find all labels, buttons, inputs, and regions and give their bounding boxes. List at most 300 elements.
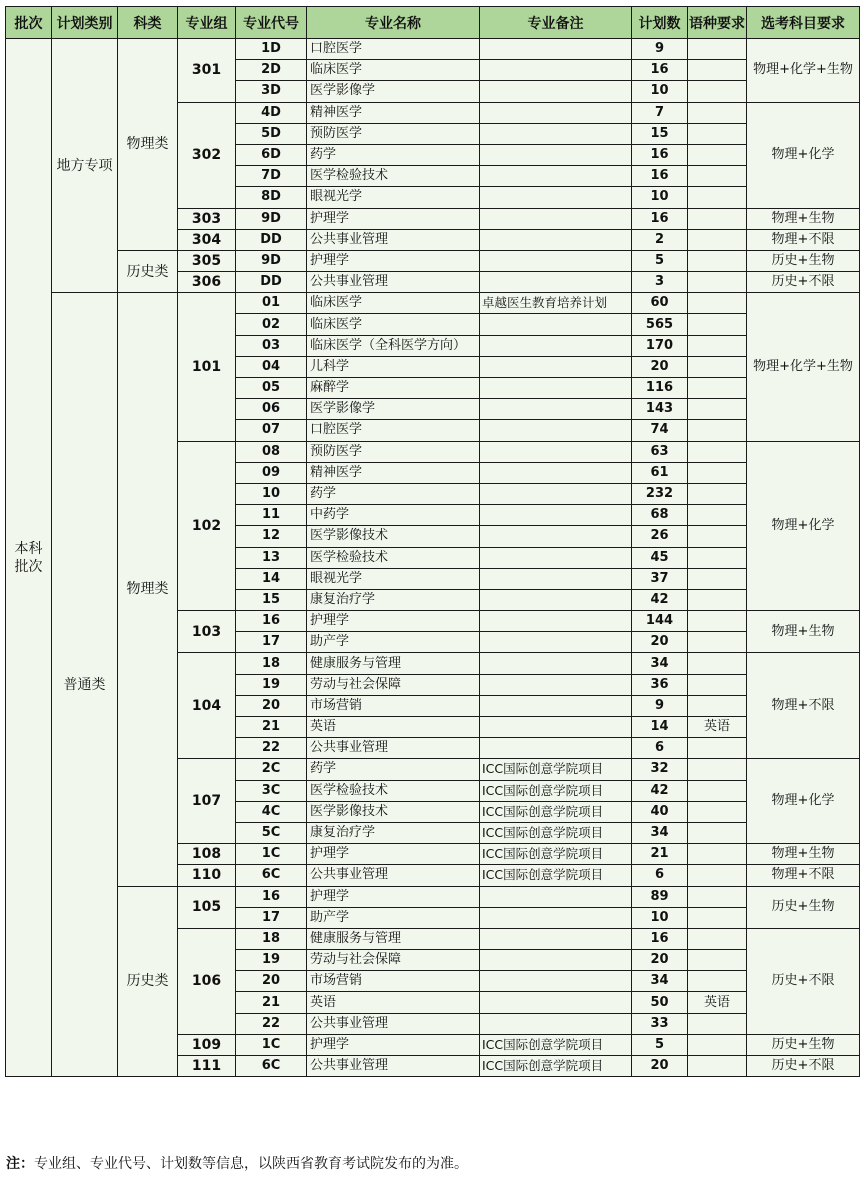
major-name-cell: 临床医学 — [307, 314, 480, 335]
major-note-cell — [480, 166, 632, 187]
language-req-cell — [688, 462, 747, 483]
language-req-cell — [688, 928, 747, 949]
header-major-code: 专业代号 — [236, 7, 307, 39]
subject-req-cell: 历史+生物 — [747, 250, 860, 271]
major-code-cell: 1C — [236, 1034, 307, 1055]
language-req-cell — [688, 123, 747, 144]
language-req-cell — [688, 250, 747, 271]
major-note-cell — [480, 950, 632, 971]
major-note-cell: ICC国际创意学院项目 — [480, 822, 632, 843]
major-note-cell — [480, 356, 632, 377]
plan-count-cell: 144 — [632, 611, 688, 632]
plan-count-cell: 2 — [632, 229, 688, 250]
major-note-cell — [480, 272, 632, 293]
subject-type-cell: 物理类 — [118, 293, 178, 886]
footnote — [6, 1153, 468, 1173]
major-note-cell — [480, 39, 632, 60]
major-note-cell — [480, 229, 632, 250]
major-name-cell: 公共事业管理 — [307, 1013, 480, 1034]
language-req-cell — [688, 420, 747, 441]
language-req-cell — [688, 166, 747, 187]
major-code-cell: 15 — [236, 589, 307, 610]
major-code-cell: 22 — [236, 738, 307, 759]
major-code-cell: DD — [236, 272, 307, 293]
batch-line-1: 本科 — [14, 540, 43, 557]
plan-count-cell: 9 — [632, 695, 688, 716]
major-code-cell: 9D — [236, 208, 307, 229]
major-code-cell: 13 — [236, 547, 307, 568]
major-name-cell: 医学检验技术 — [307, 166, 480, 187]
major-name-cell: 护理学 — [307, 208, 480, 229]
language-req-cell: 英语 — [688, 717, 747, 738]
major-group-cell: 306 — [178, 272, 236, 293]
major-group-cell: 103 — [178, 611, 236, 653]
language-req-cell — [688, 505, 747, 526]
header-subject-type: 科类 — [118, 7, 178, 39]
major-group-cell: 106 — [178, 928, 236, 1034]
major-note-cell — [480, 907, 632, 928]
language-req-cell — [688, 335, 747, 356]
subject-req-cell: 物理+不限 — [747, 865, 860, 886]
major-code-cell: 22 — [236, 1013, 307, 1034]
plan-count-cell: 116 — [632, 378, 688, 399]
language-req-cell — [688, 844, 747, 865]
header-major-note: 专业备注 — [480, 7, 632, 39]
major-name-cell: 临床医学（全科医学方向） — [307, 335, 480, 356]
plan-count-cell: 16 — [632, 166, 688, 187]
language-req-cell — [688, 208, 747, 229]
major-name-cell: 医学影像学 — [307, 81, 480, 102]
major-note-cell — [480, 653, 632, 674]
table-body — [6, 39, 860, 1077]
major-code-cell: 7D — [236, 166, 307, 187]
major-code-cell: 21 — [236, 992, 307, 1013]
major-note-cell — [480, 674, 632, 695]
major-name-cell: 劳动与社会保障 — [307, 674, 480, 695]
major-code-cell: DD — [236, 229, 307, 250]
language-req-cell — [688, 822, 747, 843]
major-name-cell: 中药学 — [307, 505, 480, 526]
major-code-cell: 12 — [236, 526, 307, 547]
header-batch: 批次 — [6, 7, 52, 39]
plan-count-cell: 74 — [632, 420, 688, 441]
major-note-cell — [480, 886, 632, 907]
subject-req-cell: 历史+不限 — [747, 1056, 860, 1077]
subject-req-cell: 物理+生物 — [747, 611, 860, 653]
major-group-cell: 110 — [178, 865, 236, 886]
language-req-cell — [688, 356, 747, 377]
major-group-cell: 109 — [178, 1034, 236, 1055]
language-req-cell — [688, 801, 747, 822]
plan-category-cell: 地方专项 — [52, 39, 118, 293]
plan-count-cell: 50 — [632, 992, 688, 1013]
language-req-cell — [688, 568, 747, 589]
language-req-cell — [688, 674, 747, 695]
plan-count-cell: 20 — [632, 1056, 688, 1077]
major-note-cell — [480, 60, 632, 81]
major-name-cell: 公共事业管理 — [307, 738, 480, 759]
major-group-cell: 302 — [178, 102, 236, 208]
major-code-cell: 1D — [236, 39, 307, 60]
major-note-cell — [480, 611, 632, 632]
major-code-cell: 07 — [236, 420, 307, 441]
major-group-cell: 304 — [178, 229, 236, 250]
major-code-cell: 19 — [236, 674, 307, 695]
major-code-cell: 21 — [236, 717, 307, 738]
header-major-name: 专业名称 — [307, 7, 480, 39]
major-code-cell: 11 — [236, 505, 307, 526]
language-req-cell — [688, 653, 747, 674]
major-name-cell: 康复治疗学 — [307, 822, 480, 843]
major-group-cell: 105 — [178, 886, 236, 928]
table-row — [6, 886, 860, 907]
major-code-cell: 1C — [236, 844, 307, 865]
major-code-cell: 17 — [236, 907, 307, 928]
subject-req-cell: 物理+化学 — [747, 759, 860, 844]
major-code-cell: 6C — [236, 865, 307, 886]
language-req-cell — [688, 865, 747, 886]
major-name-cell: 预防医学 — [307, 123, 480, 144]
language-req-cell — [688, 187, 747, 208]
language-req-cell — [688, 272, 747, 293]
plan-count-cell: 16 — [632, 928, 688, 949]
plan-count-cell: 89 — [632, 886, 688, 907]
major-note-cell — [480, 992, 632, 1013]
major-name-cell: 英语 — [307, 717, 480, 738]
language-req-cell — [688, 60, 747, 81]
major-code-cell: 18 — [236, 653, 307, 674]
major-note-cell — [480, 81, 632, 102]
major-name-cell: 药学 — [307, 144, 480, 165]
major-note-cell — [480, 589, 632, 610]
major-note-cell — [480, 717, 632, 738]
major-name-cell: 临床医学 — [307, 293, 480, 314]
language-req-cell — [688, 102, 747, 123]
major-note-cell — [480, 971, 632, 992]
major-code-cell: 10 — [236, 483, 307, 504]
major-code-cell: 01 — [236, 293, 307, 314]
major-code-cell: 4C — [236, 801, 307, 822]
major-note-cell: ICC国际创意学院项目 — [480, 1034, 632, 1055]
language-req-cell — [688, 1056, 747, 1077]
major-note-cell — [480, 526, 632, 547]
plan-count-cell: 6 — [632, 865, 688, 886]
major-note-cell — [480, 632, 632, 653]
major-code-cell: 20 — [236, 971, 307, 992]
plan-count-cell: 15 — [632, 123, 688, 144]
plan-count-cell: 232 — [632, 483, 688, 504]
major-group-cell: 301 — [178, 39, 236, 103]
major-code-cell: 14 — [236, 568, 307, 589]
plan-count-cell: 16 — [632, 144, 688, 165]
language-req-cell — [688, 1013, 747, 1034]
plan-count-cell: 45 — [632, 547, 688, 568]
language-req-cell — [688, 1034, 747, 1055]
language-req-cell — [688, 293, 747, 314]
plan-count-cell: 20 — [632, 632, 688, 653]
language-req-cell — [688, 695, 747, 716]
major-code-cell: 04 — [236, 356, 307, 377]
plan-count-cell: 21 — [632, 844, 688, 865]
admission-plan-table-wrapper — [5, 6, 859, 1077]
language-req-cell — [688, 886, 747, 907]
major-note-cell: ICC国际创意学院项目 — [480, 780, 632, 801]
major-code-cell: 17 — [236, 632, 307, 653]
language-req-cell — [688, 314, 747, 335]
major-code-cell: 09 — [236, 462, 307, 483]
major-name-cell: 护理学 — [307, 844, 480, 865]
plan-category-cell: 普通类 — [52, 293, 118, 1077]
language-req-cell — [688, 441, 747, 462]
major-note-cell: ICC国际创意学院项目 — [480, 844, 632, 865]
major-name-cell: 精神医学 — [307, 462, 480, 483]
plan-count-cell: 5 — [632, 1034, 688, 1055]
major-code-cell: 08 — [236, 441, 307, 462]
major-code-cell: 3D — [236, 81, 307, 102]
major-name-cell: 公共事业管理 — [307, 1056, 480, 1077]
major-name-cell: 医学影像技术 — [307, 526, 480, 547]
major-name-cell: 医学影像技术 — [307, 801, 480, 822]
major-note-cell — [480, 102, 632, 123]
subject-req-cell: 历史+生物 — [747, 886, 860, 928]
major-name-cell: 医学影像学 — [307, 399, 480, 420]
plan-count-cell: 3 — [632, 272, 688, 293]
major-code-cell: 18 — [236, 928, 307, 949]
table-row — [6, 250, 860, 271]
major-name-cell: 护理学 — [307, 611, 480, 632]
plan-count-cell: 40 — [632, 801, 688, 822]
plan-count-cell: 143 — [632, 399, 688, 420]
major-name-cell: 精神医学 — [307, 102, 480, 123]
major-code-cell: 06 — [236, 399, 307, 420]
major-name-cell: 康复治疗学 — [307, 589, 480, 610]
major-name-cell: 英语 — [307, 992, 480, 1013]
plan-count-cell: 63 — [632, 441, 688, 462]
major-note-cell — [480, 123, 632, 144]
major-code-cell: 2D — [236, 60, 307, 81]
major-code-cell: 6C — [236, 1056, 307, 1077]
major-name-cell: 药学 — [307, 759, 480, 780]
plan-count-cell: 34 — [632, 971, 688, 992]
header-language-req: 语种要求 — [688, 7, 747, 39]
major-note-cell — [480, 378, 632, 399]
major-code-cell: 05 — [236, 378, 307, 399]
major-group-cell: 305 — [178, 250, 236, 271]
header-subject-req: 选考科目要求 — [747, 7, 860, 39]
subject-req-cell: 物理+不限 — [747, 229, 860, 250]
plan-count-cell: 170 — [632, 335, 688, 356]
major-code-cell: 2C — [236, 759, 307, 780]
plan-count-cell: 61 — [632, 462, 688, 483]
major-code-cell: 16 — [236, 886, 307, 907]
language-req-cell — [688, 907, 747, 928]
plan-count-cell: 68 — [632, 505, 688, 526]
language-req-cell — [688, 950, 747, 971]
plan-count-cell: 565 — [632, 314, 688, 335]
major-code-cell: 5C — [236, 822, 307, 843]
table-row — [6, 293, 860, 314]
language-req-cell — [688, 144, 747, 165]
major-group-cell: 102 — [178, 441, 236, 611]
major-group-cell: 303 — [178, 208, 236, 229]
major-name-cell: 临床医学 — [307, 60, 480, 81]
header-plan-category: 计划类别 — [52, 7, 118, 39]
major-group-cell: 108 — [178, 844, 236, 865]
major-note-cell — [480, 208, 632, 229]
language-req-cell — [688, 526, 747, 547]
major-note-cell — [480, 928, 632, 949]
major-name-cell: 健康服务与管理 — [307, 928, 480, 949]
table-row — [6, 39, 860, 60]
major-name-cell: 口腔医学 — [307, 39, 480, 60]
major-code-cell: 6D — [236, 144, 307, 165]
major-name-cell: 公共事业管理 — [307, 229, 480, 250]
plan-count-cell: 16 — [632, 208, 688, 229]
major-note-cell — [480, 250, 632, 271]
subject-req-cell: 历史+不限 — [747, 272, 860, 293]
major-group-cell: 104 — [178, 653, 236, 759]
major-group-cell: 111 — [178, 1056, 236, 1077]
major-note-cell — [480, 505, 632, 526]
major-group-cell: 107 — [178, 759, 236, 844]
major-name-cell: 护理学 — [307, 886, 480, 907]
major-name-cell: 麻醉学 — [307, 378, 480, 399]
subject-req-cell: 物理+不限 — [747, 653, 860, 759]
major-note-cell — [480, 314, 632, 335]
major-name-cell: 预防医学 — [307, 441, 480, 462]
major-note-cell — [480, 462, 632, 483]
batch-line-2: 批次 — [14, 558, 43, 575]
major-group-cell: 101 — [178, 293, 236, 441]
language-req-cell — [688, 632, 747, 653]
major-note-cell — [480, 568, 632, 589]
major-name-cell: 公共事业管理 — [307, 865, 480, 886]
major-note-cell — [480, 420, 632, 441]
language-req-cell: 英语 — [688, 992, 747, 1013]
major-name-cell: 助产学 — [307, 907, 480, 928]
major-name-cell: 医学检验技术 — [307, 547, 480, 568]
language-req-cell — [688, 780, 747, 801]
language-req-cell — [688, 378, 747, 399]
major-name-cell: 口腔医学 — [307, 420, 480, 441]
major-code-cell: 3C — [236, 780, 307, 801]
language-req-cell — [688, 759, 747, 780]
major-name-cell: 公共事业管理 — [307, 272, 480, 293]
major-note-cell: ICC国际创意学院项目 — [480, 759, 632, 780]
plan-count-cell: 26 — [632, 526, 688, 547]
language-req-cell — [688, 971, 747, 992]
batch-cell — [6, 39, 52, 1077]
major-code-cell: 5D — [236, 123, 307, 144]
plan-count-cell: 42 — [632, 589, 688, 610]
major-code-cell: 02 — [236, 314, 307, 335]
subject-req-cell: 物理+化学 — [747, 441, 860, 611]
major-code-cell: 19 — [236, 950, 307, 971]
plan-count-cell: 5 — [632, 250, 688, 271]
language-req-cell — [688, 39, 747, 60]
subject-type-cell: 物理类 — [118, 39, 178, 251]
major-name-cell: 护理学 — [307, 250, 480, 271]
plan-count-cell: 34 — [632, 653, 688, 674]
major-name-cell: 儿科学 — [307, 356, 480, 377]
major-name-cell: 劳动与社会保障 — [307, 950, 480, 971]
plan-count-cell: 37 — [632, 568, 688, 589]
subject-req-cell: 物理+化学+生物 — [747, 293, 860, 441]
major-name-cell: 医学检验技术 — [307, 780, 480, 801]
major-note-cell — [480, 695, 632, 716]
major-note-cell — [480, 483, 632, 504]
language-req-cell — [688, 547, 747, 568]
major-note-cell — [480, 144, 632, 165]
major-name-cell: 助产学 — [307, 632, 480, 653]
major-name-cell: 眼视光学 — [307, 187, 480, 208]
footnote-label: 注： — [6, 1156, 34, 1172]
plan-count-cell: 10 — [632, 187, 688, 208]
plan-count-cell: 33 — [632, 1013, 688, 1034]
plan-count-cell: 10 — [632, 907, 688, 928]
plan-count-cell: 60 — [632, 293, 688, 314]
subject-req-cell: 物理+化学 — [747, 102, 860, 208]
subject-req-cell: 物理+化学+生物 — [747, 39, 860, 103]
major-name-cell: 市场营销 — [307, 695, 480, 716]
major-note-cell: ICC国际创意学院项目 — [480, 801, 632, 822]
header-row — [6, 7, 860, 39]
plan-count-cell: 16 — [632, 60, 688, 81]
admission-plan-table — [5, 6, 860, 1077]
plan-count-cell: 34 — [632, 822, 688, 843]
major-note-cell — [480, 187, 632, 208]
major-note-cell — [480, 738, 632, 759]
major-code-cell: 4D — [236, 102, 307, 123]
language-req-cell — [688, 81, 747, 102]
plan-count-cell: 14 — [632, 717, 688, 738]
major-code-cell: 20 — [236, 695, 307, 716]
major-name-cell: 健康服务与管理 — [307, 653, 480, 674]
language-req-cell — [688, 738, 747, 759]
subject-req-cell: 物理+生物 — [747, 844, 860, 865]
plan-count-cell: 7 — [632, 102, 688, 123]
major-note-cell — [480, 1013, 632, 1034]
plan-count-cell: 10 — [632, 81, 688, 102]
major-note-cell — [480, 335, 632, 356]
major-note-cell: ICC国际创意学院项目 — [480, 1056, 632, 1077]
language-req-cell — [688, 589, 747, 610]
subject-req-cell: 物理+生物 — [747, 208, 860, 229]
language-req-cell — [688, 399, 747, 420]
major-note-cell: ICC国际创意学院项目 — [480, 865, 632, 886]
major-note-cell — [480, 399, 632, 420]
major-code-cell: 03 — [236, 335, 307, 356]
language-req-cell — [688, 229, 747, 250]
header-major-group: 专业组 — [178, 7, 236, 39]
plan-count-cell: 36 — [632, 674, 688, 695]
language-req-cell — [688, 611, 747, 632]
major-note-cell: 卓越医生教育培养计划 — [480, 293, 632, 314]
subject-type-cell: 历史类 — [118, 250, 178, 292]
plan-count-cell: 9 — [632, 39, 688, 60]
plan-count-cell: 32 — [632, 759, 688, 780]
plan-count-cell: 42 — [632, 780, 688, 801]
subject-req-cell: 历史+不限 — [747, 928, 860, 1034]
footnote-text: 专业组、专业代号、计划数等信息，以陕西省教育考试院发布的为准。 — [34, 1156, 468, 1172]
major-name-cell: 市场营销 — [307, 971, 480, 992]
plan-count-cell: 20 — [632, 356, 688, 377]
plan-count-cell: 6 — [632, 738, 688, 759]
header-plan-count: 计划数 — [632, 7, 688, 39]
major-name-cell: 护理学 — [307, 1034, 480, 1055]
major-code-cell: 16 — [236, 611, 307, 632]
language-req-cell — [688, 483, 747, 504]
